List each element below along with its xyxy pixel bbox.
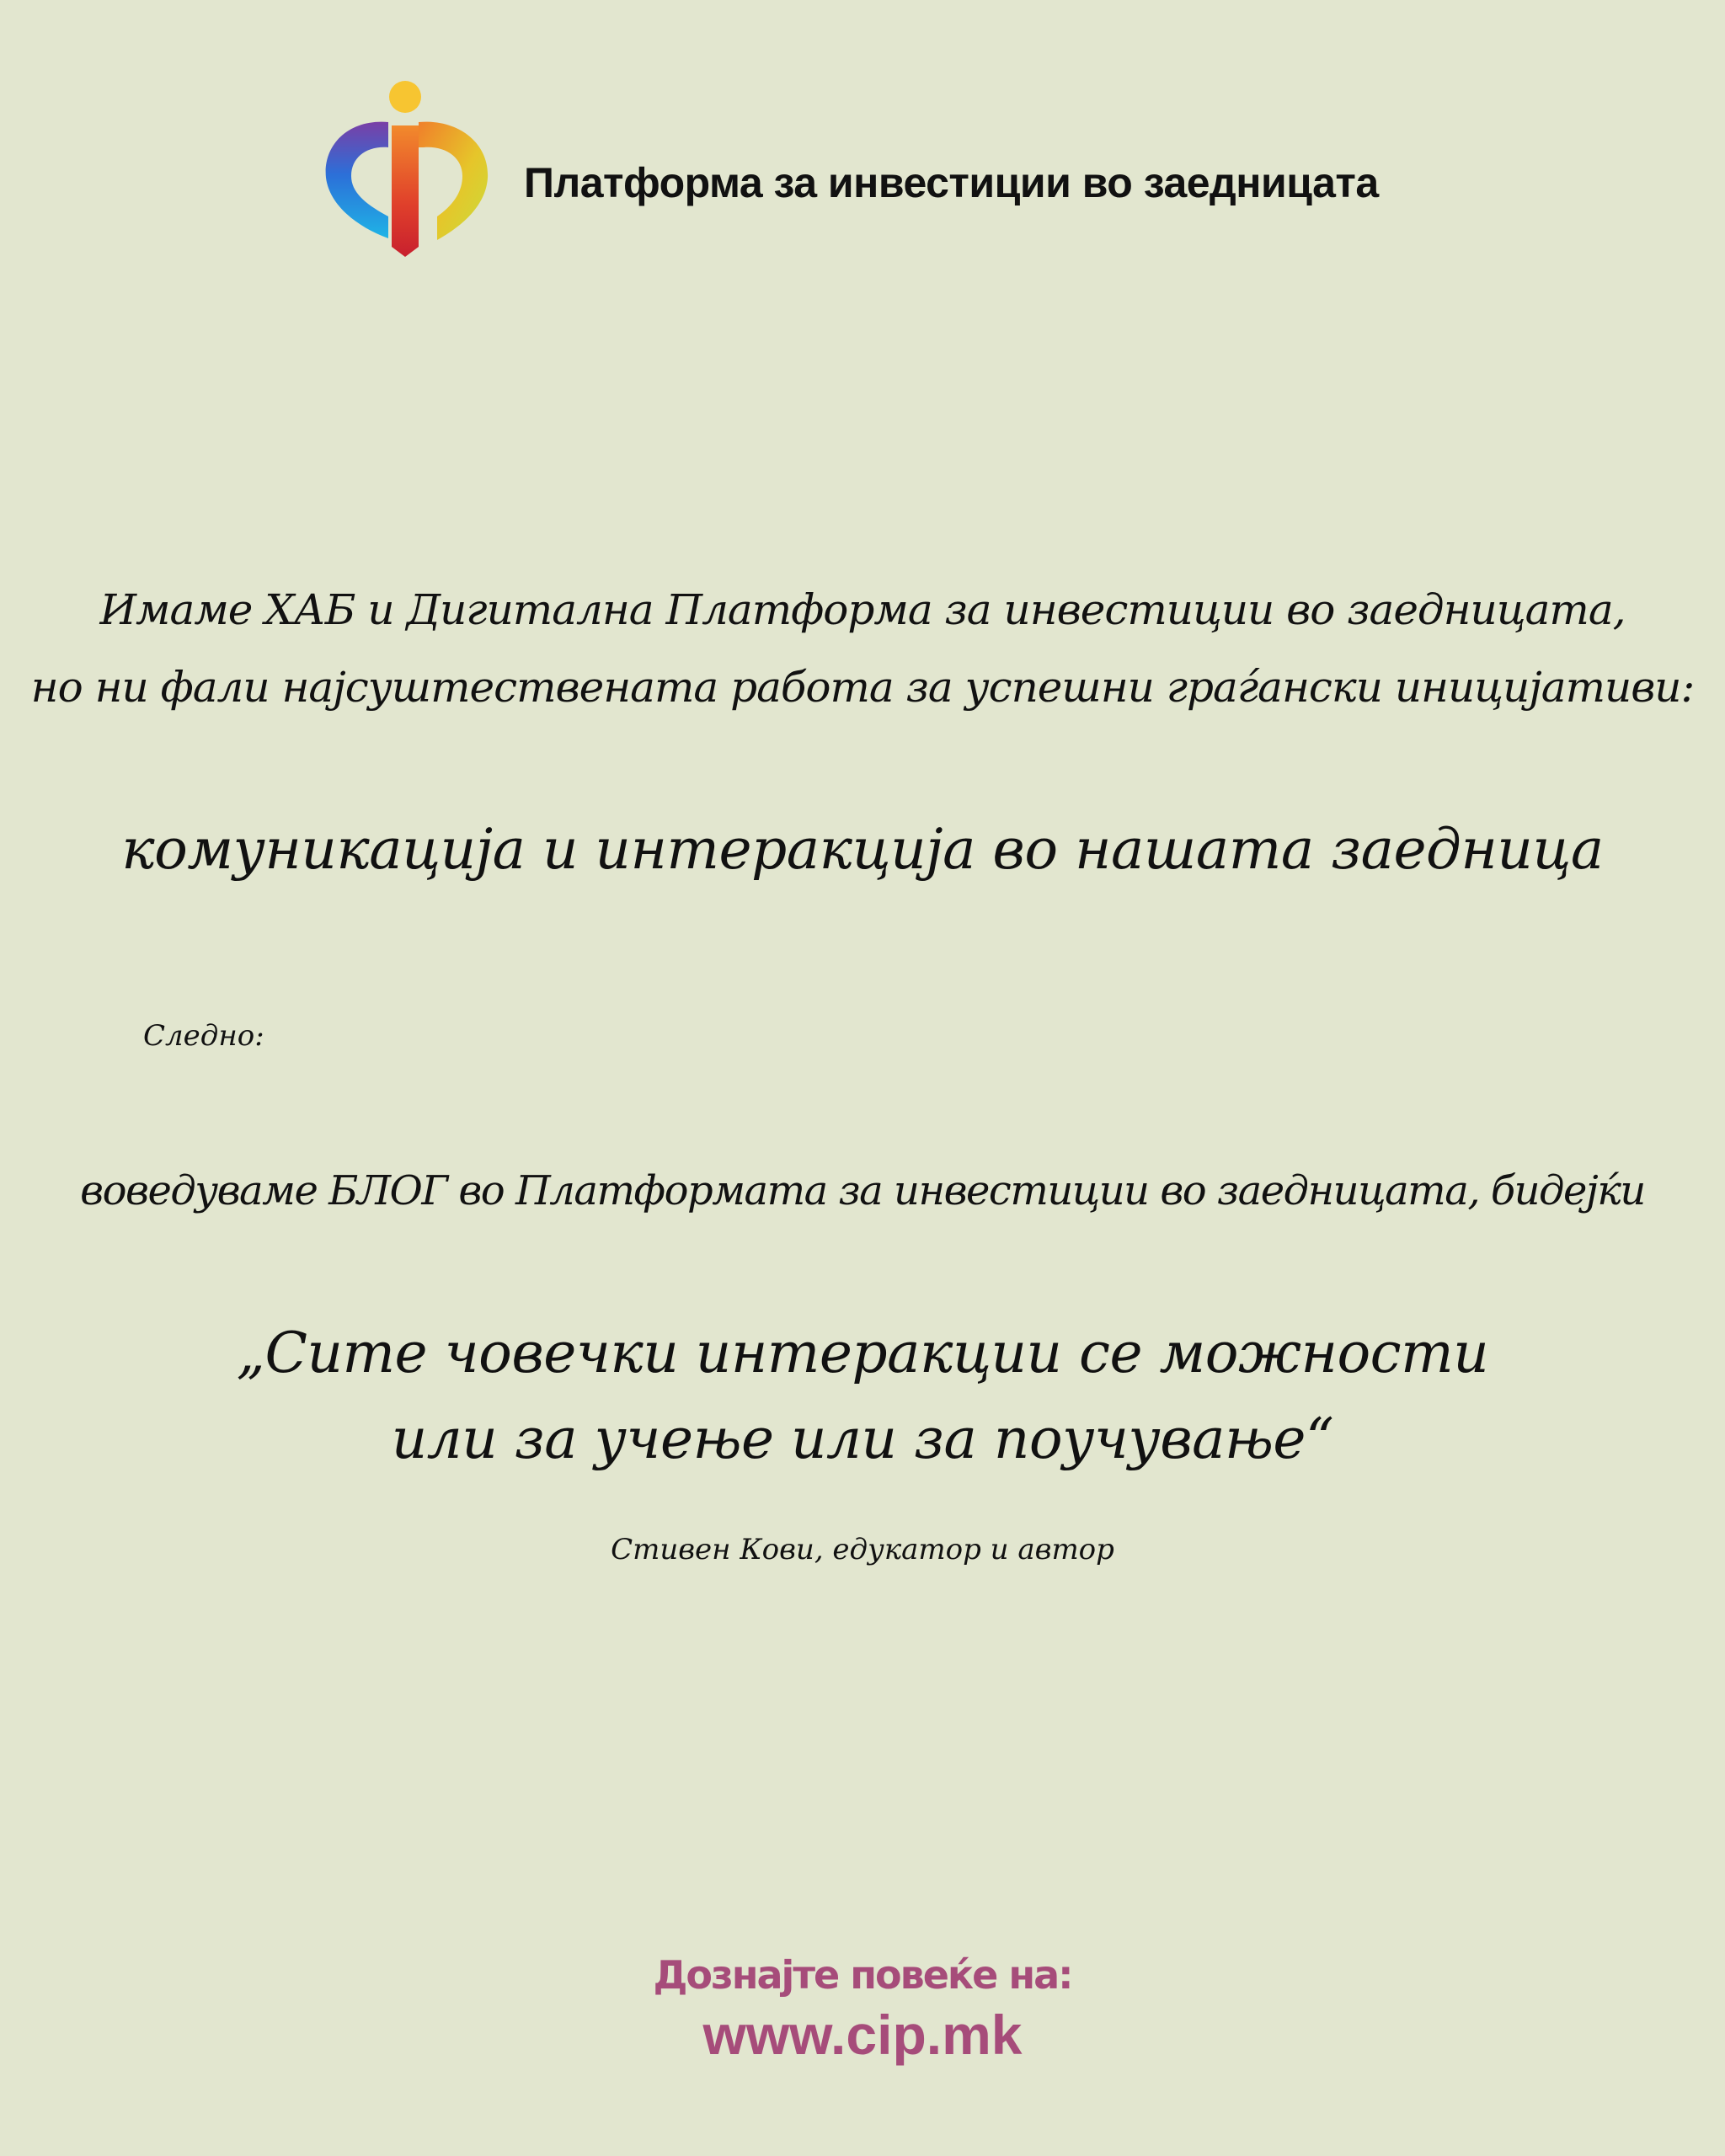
blog-announcement: воведуваме БЛОГ во Платформата за инвестиции во заедницата, бидејќи [80,1167,1645,1214]
learn-more-label: Дознајте повеќе на: [653,1952,1072,1998]
quote-line-2: или за учење или за поучување“ [391,1406,1334,1471]
quote [0,1310,1725,1482]
headline: комуникација и интеракција во нашата заедница [121,817,1604,882]
quote-attribution: Стивен Кови, едукатор и автор [611,1533,1114,1566]
intro-line-1: Имаме ХАБ и Дигитална Платформа за инвестиции во заедницата, [99,585,1626,634]
cip-logo [323,78,491,257]
intro-text [0,571,1725,726]
brand-title: Платформа за инвестиции во заедницата [524,159,1379,206]
next-label: Следно: [143,1019,264,1053]
intro-line-2: но ни фали најсуштествената работа за успешни граѓански иницијативи: [30,663,1695,712]
cip-heart-logo-icon [323,78,491,257]
quote-line-1: „Сите човечки интеракции се можности [236,1321,1489,1385]
website-link[interactable]: www.cip.mk [702,2004,1023,2066]
